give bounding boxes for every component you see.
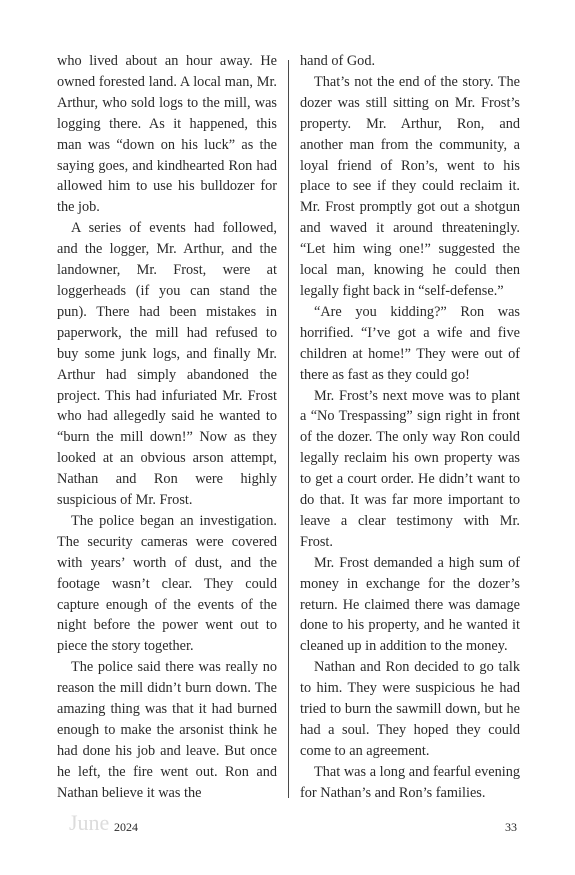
right-text-column: [300, 51, 520, 804]
column-divider: [288, 60, 289, 798]
paragraph: The police began an investigation. The security cameras were covered with years’ worth of dust, and the footage wasn’t clear. They could capture enough of the events of the night before the power went out to piece the story together.: [57, 512, 277, 655]
paragraph: That’s not the end of the story. The dozer was still sitting on Mr. Frost’s property. Mr. Arthur, Ron, and another man from the community, a loyal friend of Ron’s, went to his place to see if they could reclaim it. Mr. Frost promptly got out a shotgun and waved it around threateningly. “Let him wing one!” suggested the local man, knowing he could then legally fight back in “self-defense.”: [300, 73, 520, 299]
paragraph: That was a long and fearful evening for Nathan’s and Ron’s families.: [300, 763, 520, 801]
paragraph: Mr. Frost demanded a high sum of money in exchange for the dozer’s return. He claimed there was damage done to his property, and he wanted it cleaned up in addition to the money.: [300, 554, 520, 655]
paragraph: A series of events had followed, and the logger, Mr. Arthur, and the landowner, Mr. Frost, were at loggerheads (if you can stand the pun). There had been mistakes in paperwork, the mill had refused to buy some junk logs, and finally Mr. Arthur had simply abandoned the project. This had infuriated Mr. Frost who had allegedly said he wanted to “burn the mill down!” Now as they looked at an obvious arson attempt, Nathan and Ron were highly suspicious of Mr. Frost.: [57, 220, 277, 509]
paragraph: The police said there was really no reason the mill didn’t burn down. The amazing thing was that it had burned enough to make the arsonist think he had done his job and leave. But once he left, the fire went out. Ron and Nathan believe it was the: [57, 659, 277, 801]
paragraph: who lived about an hour away. He owned forested land. A local man, Mr. Arthur, who sold logs to the mill, was logging there. As it happened, this man was “down on his luck” as the saying goes, and kindhearted Ron had allowed him to use his bulldozer for the job.: [57, 53, 277, 216]
paragraph: hand of God.: [300, 53, 376, 69]
page-number: 33: [505, 820, 517, 834]
left-text-column: [57, 51, 277, 804]
footer-year: 2024: [114, 820, 138, 834]
paragraph: Nathan and Ron decided to go talk to him. They were suspicious he had tried to burn the sawmill down, but he had a soul. They hoped they could come to an agreement.: [300, 659, 520, 759]
paragraph: “Are you kidding?” Ron was horrified. “I’ve got a wife and five children at home!” They were out of there as fast as they could go!: [300, 303, 520, 383]
footer-month: June: [69, 810, 110, 835]
paragraph: Mr. Frost’s next move was to plant a “No Trespassing” sign right in front of the dozer. The only way Ron could legally reclaim his own property was to get a court order. He didn’t want to do that. It was far more important to leave a clear testimony with Mr. Frost.: [300, 387, 520, 550]
